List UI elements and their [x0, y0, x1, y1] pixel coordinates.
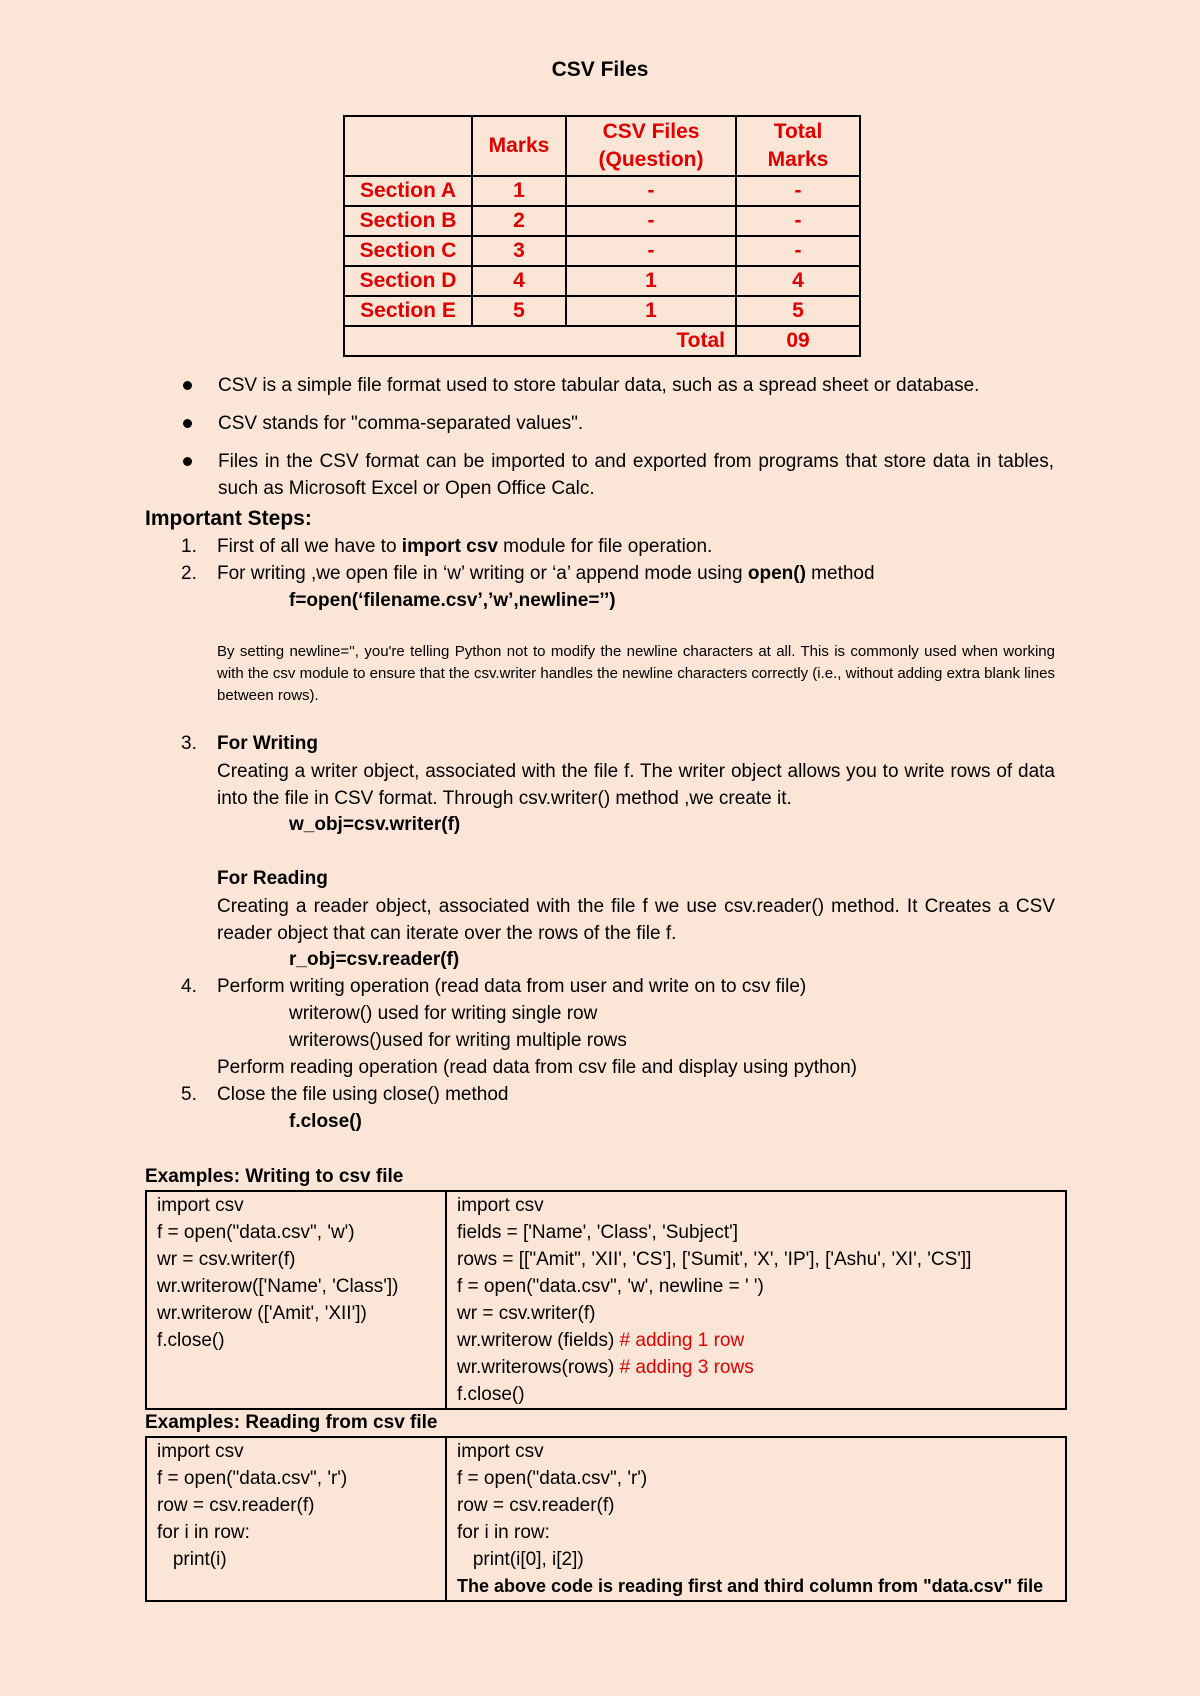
step-text: For writing ,we open file in ‘w’ writing or ‘a’ append mode using open() method	[217, 563, 875, 584]
question-cell: -	[566, 236, 736, 266]
step-number: 3.	[181, 733, 197, 754]
code-cell-right: import csv fields = ['Name', 'Class', 'Subject'] rows = [["Amit", 'XII', 'CS'], ['Sumit', 'X', 'IP'], ['Ashu', 'XI', 'CS']] f = open("data.csv", 'w', newline = ' ') wr = csv.writer(f) wr.writerow (fields) # adding 1 row wr.writerows(rows) # adding 3 rows f.close()	[446, 1191, 1066, 1409]
code-line: f=open(‘filename.csv’,’w’,newline=’’)	[289, 590, 616, 611]
writing-examples-title: Examples: Writing to csv file	[145, 1166, 404, 1187]
paragraph: Creating a writer object, associated with the file f. The writer object allows you to write rows of data into the file in CSV format. Through csv.writer() method ,we create it.	[217, 761, 1055, 809]
steps-heading: Important Steps:	[145, 507, 312, 530]
total-row	[344, 326, 860, 356]
total-marks-cell: 4	[736, 266, 860, 296]
step-text: Perform reading operation (read data from csv file and display using python)	[217, 1057, 858, 1078]
table-row	[344, 206, 860, 236]
code-cell-right: import csv f = open("data.csv", 'r') row = csv.reader(f) for i in row: print(i[0], i[2]) The above code is reading first and third column from "data.csv" file	[446, 1437, 1066, 1601]
marks-cell: 1	[472, 176, 566, 206]
section-cell: Section A	[344, 176, 472, 206]
section-cell: Section C	[344, 236, 472, 266]
code-line: w_obj=csv.writer(f)	[289, 814, 461, 835]
page-title: CSV Files	[551, 58, 649, 81]
question-cell: -	[566, 206, 736, 236]
bullet-icon	[183, 381, 192, 390]
marks-cell: 3	[472, 236, 566, 266]
total-value: 09	[736, 326, 860, 356]
reading-examples-title: Examples: Reading from csv file	[145, 1412, 438, 1433]
marks-table	[343, 115, 861, 357]
question-cell: 1	[566, 296, 736, 326]
newline-note: By setting newline='', you're telling Python not to modify the newline characters at all. This is commonly used when working with the csv module to ensure that the csv.writer handles the newline characters correctly (i.e., without adding extra blank lines between rows).	[217, 643, 1055, 704]
code-cell-left: import csv f = open("data.csv", 'w') wr = csv.writer(f) wr.writerow(['Name', 'Class']) wr.writerow (['Amit', 'XII']) f.close()	[146, 1191, 446, 1409]
header-cell: CSV Files (Question)	[566, 116, 736, 176]
header-cell	[344, 116, 472, 176]
marks-cell: 4	[472, 266, 566, 296]
table-row	[344, 236, 860, 266]
list-item: Files in the CSV format can be imported to and exported from programs that store data in tables, such as Microsoft Excel or Open Office Calc.	[180, 448, 1054, 502]
section-cell: Section B	[344, 206, 472, 236]
question-cell: -	[566, 176, 736, 206]
reading-note: The above code is reading first and third column from "data.csv" file	[457, 1576, 1044, 1596]
total-marks-cell: 5	[736, 296, 860, 326]
total-marks-cell: -	[736, 236, 860, 266]
writing-examples-table	[145, 1190, 1067, 1410]
bullet-icon	[183, 457, 192, 466]
step-text: Perform writing operation (read data from user and write on to csv file)	[217, 976, 807, 997]
step-text: First of all we have to import csv module for file operation.	[217, 536, 713, 557]
code-line: f.close()	[289, 1111, 362, 1132]
bullet-icon	[183, 419, 192, 428]
paragraph: Creating a reader object, associated with the file f we use csv.reader() method. It Creates a CSV reader object that can iterate over the rows of the file f.	[217, 896, 1055, 944]
list-item: CSV is a simple file format used to store tabular data, such as a spread sheet or database.	[180, 372, 1054, 399]
step-number: 1.	[181, 536, 197, 557]
reading-examples-table	[145, 1436, 1067, 1602]
section-cell: Section D	[344, 266, 472, 296]
code-line: r_obj=csv.reader(f)	[289, 949, 460, 970]
marks-cell: 5	[472, 296, 566, 326]
marks-table-header	[344, 116, 860, 176]
table-row	[344, 296, 860, 326]
subheading: For Reading	[217, 868, 328, 889]
header-cell: Total Marks	[736, 116, 860, 176]
table-row	[344, 176, 860, 206]
step-number: 5.	[181, 1084, 197, 1105]
section-cell: Section E	[344, 296, 472, 326]
total-marks-cell: -	[736, 176, 860, 206]
header-cell: Marks	[472, 116, 566, 176]
marks-cell: 2	[472, 206, 566, 236]
bullet-list	[180, 372, 1054, 513]
step-text: Close the file using close() method	[217, 1084, 509, 1105]
table-row	[344, 266, 860, 296]
code-cell-left: import csv f = open("data.csv", 'r') row = csv.reader(f) for i in row: print(i)	[146, 1437, 446, 1601]
subheading: For Writing	[217, 733, 318, 754]
step-number: 2.	[181, 563, 197, 584]
question-cell: 1	[566, 266, 736, 296]
step-text: writerows()used for writing multiple rows	[289, 1030, 627, 1051]
total-marks-cell: -	[736, 206, 860, 236]
step-number: 4.	[181, 976, 197, 997]
step-text: writerow() used for writing single row	[289, 1003, 598, 1024]
total-label: Total	[344, 326, 736, 356]
list-item: CSV stands for "comma-separated values".	[180, 410, 1054, 437]
